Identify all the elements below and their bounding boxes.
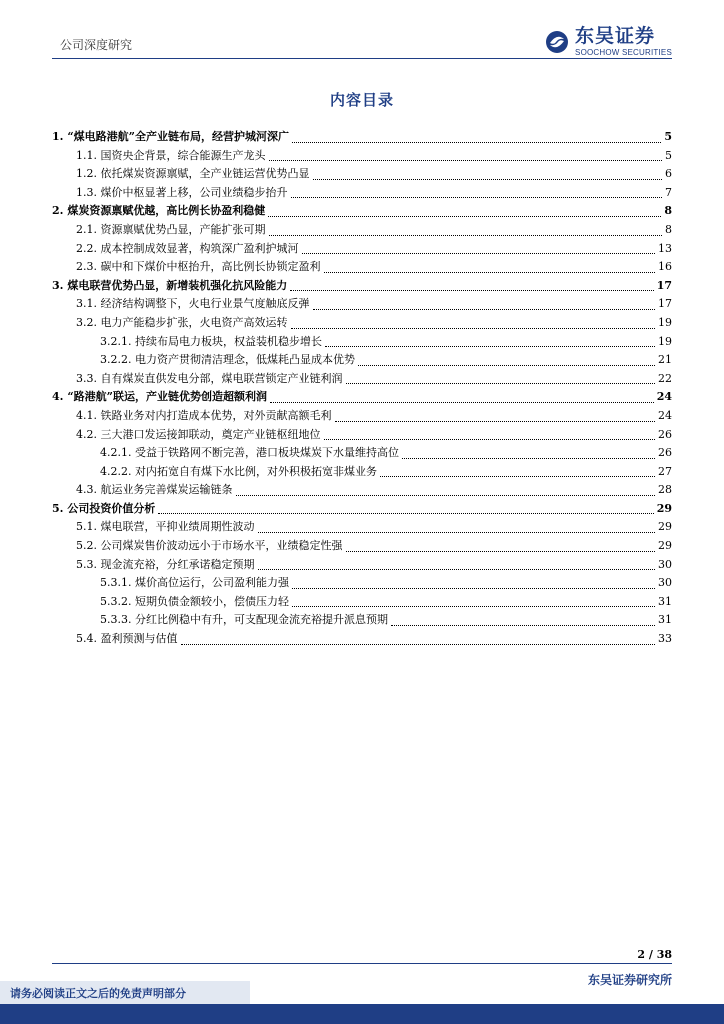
toc-leader-dots (158, 513, 653, 514)
toc-entry[interactable] (52, 518, 672, 537)
toc-entry-page[interactable]: 31 (658, 613, 672, 627)
toc-entry-label[interactable]: 5.1. 煤电联营，平抑业绩周期性波动 (76, 520, 255, 534)
toc-entry-label[interactable]: 4.2. 三大港口发运接卸联动，奠定产业链枢纽地位 (76, 427, 321, 441)
toc-entry-label[interactable]: 1.3. 煤价中枢显著上移，公司业绩稳步抬升 (76, 185, 288, 199)
toc-entry-page[interactable]: 19 (658, 334, 672, 348)
toc-entry[interactable] (52, 500, 672, 519)
toc-entry-page[interactable]: 24 (656, 390, 672, 404)
toc-entry-label[interactable]: 4. “路港航”联运，产业链优势创造超额利润 (52, 390, 267, 404)
toc-entry[interactable] (52, 593, 672, 612)
toc-entry-page[interactable]: 17 (658, 297, 672, 311)
toc-entry-label[interactable]: 4.2.2. 对内拓宽自有煤下水比例，对外积极拓宽非煤业务 (100, 464, 377, 478)
toc-entry-page[interactable]: 22 (658, 371, 672, 385)
toc-leader-dots (290, 290, 653, 291)
toc-leader-dots (181, 644, 656, 645)
toc-entry-label[interactable]: 2.3. 碳中和下煤价中枢抬升，高比例长协锁定盈利 (76, 260, 321, 274)
toc-leader-dots (258, 569, 656, 570)
toc-entry-label[interactable]: 3.3. 自有煤炭直供发电分部，煤电联营锁定产业链利润 (76, 371, 343, 385)
toc-entry[interactable] (52, 221, 672, 240)
toc-entry[interactable] (52, 611, 672, 630)
page-number: 2 / 38 (637, 948, 672, 961)
toc-entry-label[interactable]: 3.1. 经济结构调整下，火电行业景气度触底反弹 (76, 297, 310, 311)
toc-entry[interactable] (52, 314, 672, 333)
toc-leader-dots (292, 606, 655, 607)
toc-entry-page[interactable]: 26 (658, 427, 672, 441)
toc-entry[interactable] (52, 444, 672, 463)
toc-entry[interactable] (52, 184, 672, 203)
footer-divider (52, 963, 672, 964)
toc-entry-page[interactable]: 5 (665, 148, 672, 162)
header-report-type: 公司深度研究 (60, 38, 133, 52)
toc-entry[interactable] (52, 574, 672, 593)
footer-bar (0, 1004, 724, 1024)
toc-leader-dots (291, 328, 656, 329)
company-logo (545, 27, 672, 57)
toc-entry[interactable] (52, 202, 672, 221)
toc-entry[interactable] (52, 277, 672, 296)
toc-leader-dots (402, 458, 655, 459)
toc-leader-dots (335, 421, 656, 422)
toc-entry-page[interactable]: 30 (658, 557, 672, 571)
toc-entry-page[interactable]: 19 (658, 315, 672, 329)
toc-entry-label[interactable]: 4.1. 铁路业务对内打造成本优势，对外贡献高额毛利 (76, 408, 332, 422)
disclaimer-banner: 请务必阅读正文之后的免责声明部分 (0, 981, 250, 1004)
toc-entry-page[interactable]: 13 (658, 241, 672, 255)
toc-entry-page[interactable]: 33 (658, 632, 672, 646)
toc-entry[interactable] (52, 370, 672, 389)
toc-leader-dots (291, 197, 663, 198)
toc-leader-dots (292, 588, 655, 589)
toc-entry-label[interactable]: 5.3.3. 分红比例稳中有升，可支配现金流充裕提升派息预期 (100, 613, 388, 627)
toc-entry-page[interactable]: 8 (665, 222, 672, 236)
toc-entry-label[interactable]: 4.2.1. 受益于铁路网不断完善，港口板块煤炭下水量维持高位 (100, 446, 399, 460)
footer-organization: 东吴证券研究所 (587, 973, 672, 987)
logo-english-name: SOOCHOW SECURITIES (575, 48, 672, 57)
toc-leader-dots (268, 216, 661, 217)
toc-entry-page[interactable]: 24 (658, 408, 672, 422)
toc-entry[interactable] (52, 630, 672, 649)
toc-entry-label[interactable]: 1.2. 依托煤炭资源禀赋，全产业链运营优势凸显 (76, 167, 310, 181)
toc-entry-label[interactable]: 5. 公司投资价值分析 (52, 501, 156, 515)
toc-entry-label[interactable]: 3.2.2. 电力资产贯彻清洁理念，低煤耗凸显成本优势 (100, 353, 355, 367)
toc-entry-label[interactable]: 5.3. 现金流充裕，分红承诺稳定预期 (76, 557, 255, 571)
toc-entry[interactable] (52, 351, 672, 370)
toc-entry[interactable] (52, 240, 672, 259)
toc-leader-dots (380, 476, 655, 477)
toc-entry-label[interactable]: 2. 煤炭资源禀赋优越，高比例长协盈利稳健 (52, 204, 266, 218)
toc-entry-label[interactable]: 1. “煤电路港航”全产业链布局，经营护城河深广 (52, 130, 289, 143)
toc-entry-label[interactable]: 3.2. 电力产能稳步扩张，火电资产高效运转 (76, 315, 288, 329)
toc-leader-dots (324, 272, 656, 273)
toc-entry-label[interactable]: 4.3. 航运业务完善煤炭运输链条 (76, 483, 233, 497)
toc-entry-page[interactable]: 29 (658, 539, 672, 553)
toc-entry[interactable] (52, 295, 672, 314)
toc-entry-page[interactable]: 7 (665, 185, 672, 199)
logo-chinese-name: 东吴证券 (575, 25, 656, 47)
toc-entry-label[interactable]: 2.2. 成本控制成效显著，构筑深广盈利护城河 (76, 241, 299, 255)
toc-entry-label[interactable]: 3.2.1. 持续布局电力板块，权益装机稳步增长 (100, 334, 322, 348)
toc-entry-label[interactable]: 5.3.1. 煤价高位运行，公司盈利能力强 (100, 576, 289, 590)
toc-entry[interactable] (52, 556, 672, 575)
table-of-contents (52, 128, 672, 649)
toc-leader-dots (258, 532, 656, 533)
toc-entry-label[interactable]: 1.1. 国资央企背景，综合能源生产龙头 (76, 148, 266, 162)
toc-entry-page[interactable]: 27 (658, 464, 672, 478)
toc-entry[interactable] (52, 258, 672, 277)
toc-entry[interactable] (52, 333, 672, 352)
toc-entry-label[interactable]: 3. 煤电联营优势凸显，新增装机强化抗风险能力 (52, 278, 288, 292)
toc-entry-page[interactable]: 31 (658, 594, 672, 608)
toc-entry-page[interactable]: 6 (665, 167, 672, 181)
toc-entry-page[interactable]: 30 (658, 576, 672, 590)
toc-entry[interactable] (52, 165, 672, 184)
toc-entry-label[interactable]: 5.4. 盈利预测与估值 (76, 632, 178, 646)
toc-entry[interactable] (52, 537, 672, 556)
toc-entry-page[interactable]: 29 (658, 520, 672, 534)
toc-leader-dots (269, 235, 663, 236)
toc-leader-dots (270, 402, 654, 403)
toc-entry[interactable] (52, 463, 672, 482)
toc-entry-page[interactable]: 28 (658, 483, 672, 497)
toc-entry-page[interactable]: 17 (656, 278, 672, 292)
toc-entry-page[interactable]: 5 (664, 130, 672, 143)
toc-title: 内容目录 (329, 91, 394, 109)
toc-leader-dots (236, 495, 656, 496)
toc-entry-page[interactable]: 8 (664, 204, 672, 218)
toc-entry-page[interactable]: 26 (658, 446, 672, 460)
toc-leader-dots (325, 346, 655, 347)
toc-entry[interactable] (52, 147, 672, 166)
toc-leader-dots (313, 309, 656, 310)
toc-leader-dots (346, 383, 656, 384)
toc-leader-dots (292, 142, 661, 143)
toc-entry-page[interactable]: 21 (658, 353, 672, 367)
toc-entry[interactable] (52, 128, 672, 147)
toc-leader-dots (358, 365, 655, 366)
toc-leader-dots (391, 625, 655, 626)
toc-entry-label[interactable]: 2.1. 资源禀赋优势凸显，产能扩张可期 (76, 222, 266, 236)
toc-entry[interactable] (52, 407, 672, 426)
toc-entry-page[interactable]: 29 (656, 501, 672, 515)
toc-leader-dots (269, 160, 663, 161)
soochow-logo-icon (545, 30, 569, 54)
toc-entry[interactable] (52, 481, 672, 500)
header-divider (52, 58, 672, 59)
toc-entry-label[interactable]: 5.2. 公司煤炭售价波动远小于市场水平，业绩稳定性强 (76, 539, 343, 553)
toc-leader-dots (313, 179, 663, 180)
toc-entry-page[interactable]: 16 (658, 260, 672, 274)
toc-entry[interactable] (52, 426, 672, 445)
toc-leader-dots (324, 439, 656, 440)
toc-leader-dots (302, 253, 656, 254)
toc-entry[interactable] (52, 388, 672, 407)
toc-leader-dots (346, 551, 656, 552)
toc-entry-label[interactable]: 5.3.2. 短期负债金额较小，偿债压力轻 (100, 594, 289, 608)
